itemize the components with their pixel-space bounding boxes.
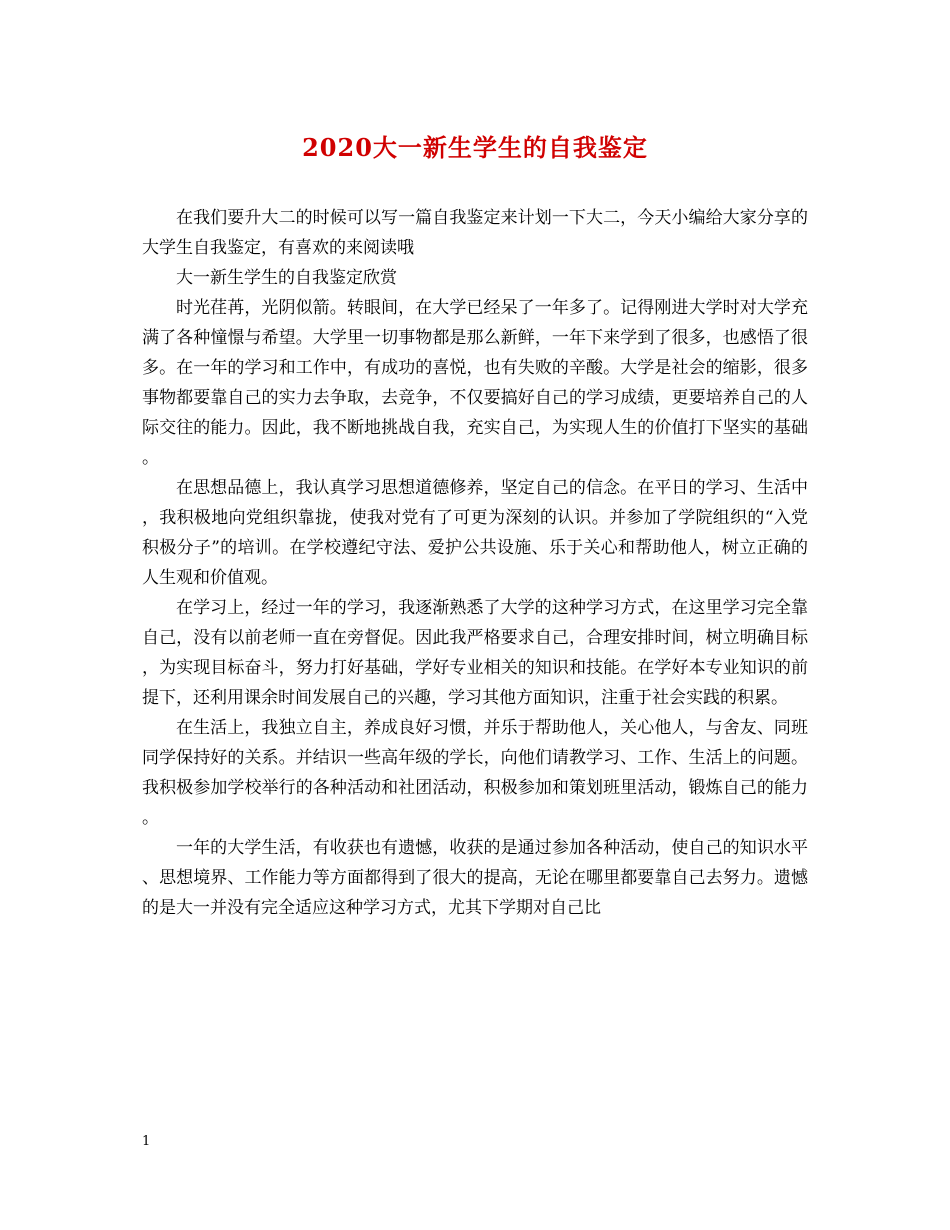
paragraph-summary: 一年的大学生活，有收获也有遗憾，收获的是通过参加各种活动，使自己的知识水平、思想境界、工作能力等方面都得到了很大的提高，无论在哪里都要靠自己去努力。遗憾的是大一并没有完全适应这种学习方式，尤其下学期对自己比 [142,838,808,918]
paragraph-subheading: 大一新生学生的自我鉴定欣赏 [176,268,397,288]
paragraph-life: 在生活上，我独立自主，养成良好习惯，并乐于帮助他人，关心他人，与舍友、同班同学保持好的关系。并结识一些高年级的学长，向他们请教学习、工作、生活上的问题。我积极参加学校举行的各种活动和社团活动，积极参加和策划班里活动，锻炼自己的能力。 [142,718,808,828]
paragraph-intro: 在我们要升大二的时候可以写一篇自我鉴定来计划一下大二，今天小编给大家分享的大学生自我鉴定，有喜欢的来阅读哦 [142,208,808,258]
document-body [142,203,808,923]
paragraph-ideology: 在思想品德上，我认真学习思想道德修养，坚定自己的信念。在平日的学习、生活中，我积极地向党组织靠拢，使我对党有了可更为深刻的认识。并参加了学院组织的“入党积极分子”的培训。在学校遵纪守法、爱护公共设施、乐于关心和帮助他人，树立正确的人生观和价值观。 [142,478,808,588]
document-title: 2020大一新生学生的自我鉴定 [302,133,648,162]
paragraph-opening: 时光荏苒，光阴似箭。转眼间，在大学已经呆了一年多了。记得刚进大学时对大学充满了各种憧憬与希望。大学里一切事物都是那么新鲜，一年下来学到了很多，也感悟了很多。在一年的学习和工作中，有成功的喜悦，也有失败的辛酸。大学是社会的缩影，很多事物都要靠自己的实力去争取，去竞争，不仅要搞好自己的学习成绩，更要培养自己的人际交往的能力。因此，我不断地挑战自我，充实自己，为实现人生的价值打下坚实的基础。 [142,298,808,468]
paragraph-study: 在学习上，经过一年的学习，我逐渐熟悉了大学的这种学习方式，在这里学习完全靠自己，没有以前老师一直在旁督促。因此我严格要求自己，合理安排时间，树立明确目标，为实现目标奋斗，努力打好基础，学好专业相关的知识和技能。在学好本专业知识的前提下，还利用课余时间发展自己的兴趣，学习其他方面知识，注重于社会实践的积累。 [142,598,808,708]
page-number: 1 [142,1134,151,1149]
